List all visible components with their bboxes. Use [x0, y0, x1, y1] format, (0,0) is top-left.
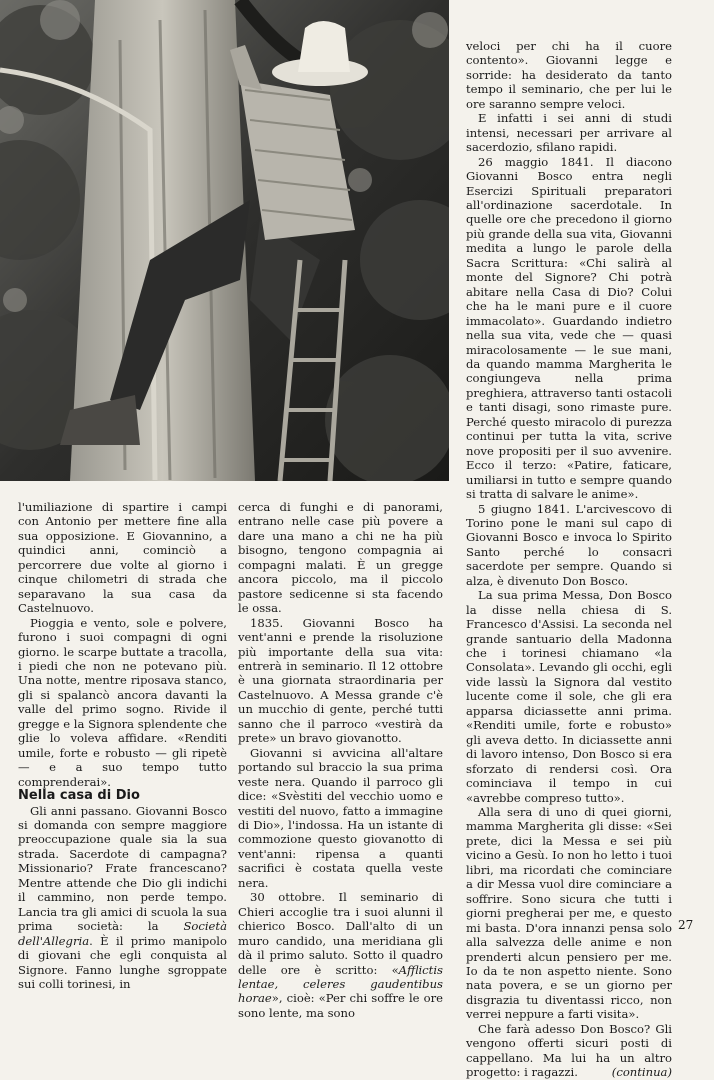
italic-text: Società dell'Allegria — [18, 919, 227, 948]
paragraph-text: 30 ottobre. Il seminario di Chieri accoglie tra i suoi alunni il chierico Bosco. Dall'alto di un muro candido, una meridiana gli dà il primo saluto. Sotto il quadro delle ore è scritto: « — [238, 890, 443, 977]
boy-climbing-tree-photo — [0, 0, 449, 481]
section-heading: Nella casa di Dio — [18, 788, 140, 804]
paragraph-text: . È il primo manipolo di giovani che egli conquista al Signore. Fanno lunghe sgroppate sui colli torinesi, in — [18, 933, 227, 991]
paragraph: Giovanni si avvicina all'altare portando sul braccio la sua prima veste nera. Quando il parroco gli dice: «Svèstiti del vecchio uomo e vestiti del nuovo, fatto a immagine di Dio», l'indossa. Ha un istante di commozione questo giovanotto di vent'anni: ripensa a quanti sacrifici è costata quella veste nera. — [238, 745, 443, 890]
text-column-2 — [238, 500, 443, 1020]
paragraph — [238, 890, 443, 1020]
paragraph: 1835. Giovanni Bosco ha vent'anni e prende la risoluzione più importante della sua vita: entrerà in seminario. Il 12 ottobre è una giornata straordinaria per Castelnuovo. A Messa grande c'è un mucchio di gente, perché tutti sanno che il parroco «vestirà da prete» un bravo giovanotto. — [238, 615, 443, 746]
italic-text: Afflictis lentae, celeres gaudentibus horae — [238, 962, 443, 1006]
paragraph — [18, 804, 227, 992]
paragraph: E infatti i sei anni di studi intensi, necessari per arrivare al sacerdozio, sfilano rapidi. — [466, 111, 672, 155]
paragraph: La sua prima Messa, Don Bosco la disse nella chiesa di S. Francesco d'Assisi. La seconda nel grande santuario della Madonna che i torinesi chiamano «la Consolata». Levando gli occhi, egli vide lassù la Signora dal vestito lucente come il sole, che gli era apparsa diciassette anni prima. «Renditi umile, forte e robusto» gli aveva detto. In diciassette anni di lavoro intenso, Don Bosco si era sforzato di rendersi così. Ora cominciava il tempo in cui «avrebbe compreso tutto». — [466, 588, 672, 805]
paragraph: Alla sera di uno di quei giorni, mamma Margherita gli disse: «Sei prete, dici la Messa e sei più vicino a Gesù. Io non ho letto i tuoi libri, ma ricordati che cominciare a dir Messa vuol dire cominciare a soffrire. Sono sicura che tutti i giorni pregherai per me, e questo mi basta. D'ora innanzi pensa solo alla salvezza delle anime e non prenderti alcun pensiero per me. Io da te non aspetto niente. Sono nata povera, e se un giorno per disgrazia tu diventassi ricco, non verrei neppure a farti visita». — [466, 805, 672, 1022]
paragraph — [466, 1022, 672, 1080]
paragraph-text: », cioè: «Per chi soffre le ore sono lente, ma sono — [238, 991, 443, 1020]
page-number: 27 — [678, 918, 694, 932]
paragraph: veloci per chi ha il cuore contento». Giovanni legge e sorride: ha desiderato da tanto tempo il seminario, che per lui le ore saranno sempre veloci. — [466, 39, 672, 111]
paragraph-text: Che farà adesso Don Bosco? Gli vengono offerti sicuri posti di cappellano. Ma lui ha un altro progetto: i ragazzi. — [466, 1021, 672, 1080]
text-column-3 — [466, 39, 672, 1080]
text-column-1 — [18, 500, 227, 991]
continued-label: (continua) — [611, 1065, 672, 1080]
paragraph-text: Gli anni passano. Giovanni Bosco si domanda con sempre maggiore preoccupazione quale sia la sua strada. Sacerdote di campagna? Missionario? Frate francescano? Mentre attende che Dio gli indichi il cammino, non perde tempo. Lancia tra gli amici di scuola la sua prima società: la — [18, 803, 227, 934]
paragraph: Pioggia e vento, sole e polvere, furono i suoi compagni di ogni giorno. le scarpe buttate a tracolla, i piedi che non ne potevano più. Una notte, mentre riposava stanco, gli si spalancò ancora davanti la valle del primo sogno. Rivide il gregge e la Signora splendente che glie lo voleva affidare. «Renditi umile, forte e robusto — gli ripetè — e a suo tempo tutto comprenderai». — [18, 615, 227, 789]
paragraph: cerca di funghi e di panorami, entrano nelle case più povere a dare una mano a chi ne ha più bisogno, tengono compagnia ai compagni malati. È un gregge ancora piccolo, ma il piccolo pastore sedicenne si sta facendo le ossa. — [238, 500, 443, 616]
paragraph: 5 giugno 1841. L'arcivescovo di Torino pone le mani sul capo di Giovanni Bosco e invoca lo Spirito Santo perché lo consacri sacerdote per sempre. Quando si alza, è divenuto Don Bosco. — [466, 501, 672, 588]
paragraph: 26 maggio 1841. Il diacono Giovanni Bosco entra negli Esercizi Spirituali preparatori all'ordinazione sacerdotale. In quelle ore che precedono il giorno più grande della sua vita, Giovanni medita a lungo le parole della Sacra Scrittura: «Chi salirà al monte del Signore? Chi potrà abitare nella Casa di Dio? Colui che ha le mani pure e il cuore immacolato». Guardando indietro nella sua vita, vede che — quasi miracolosamente — le sue mani, da quando mamma Margherita le congiungeva nella prima preghiera, attraverso tanti ostacoli e tanti disagi, sono rimaste pure. Perché questo miracolo di purezza continui per tutta la vita, scrive nove propositi per il suo avvenire. Ecco il terzo: «Patire, faticare, umiliarsi in tutto e sempre quando si tratta di salvare le anime». — [466, 154, 672, 502]
paragraph: l'umiliazione di spartire i campi con Antonio per mettere fine alla sua opposizione. E Giovannino, a quindici anni, cominciò a percorrere due volte al giorno i cinque chilometri di strada che separavano la sua casa da Castelnuovo. — [18, 500, 227, 616]
